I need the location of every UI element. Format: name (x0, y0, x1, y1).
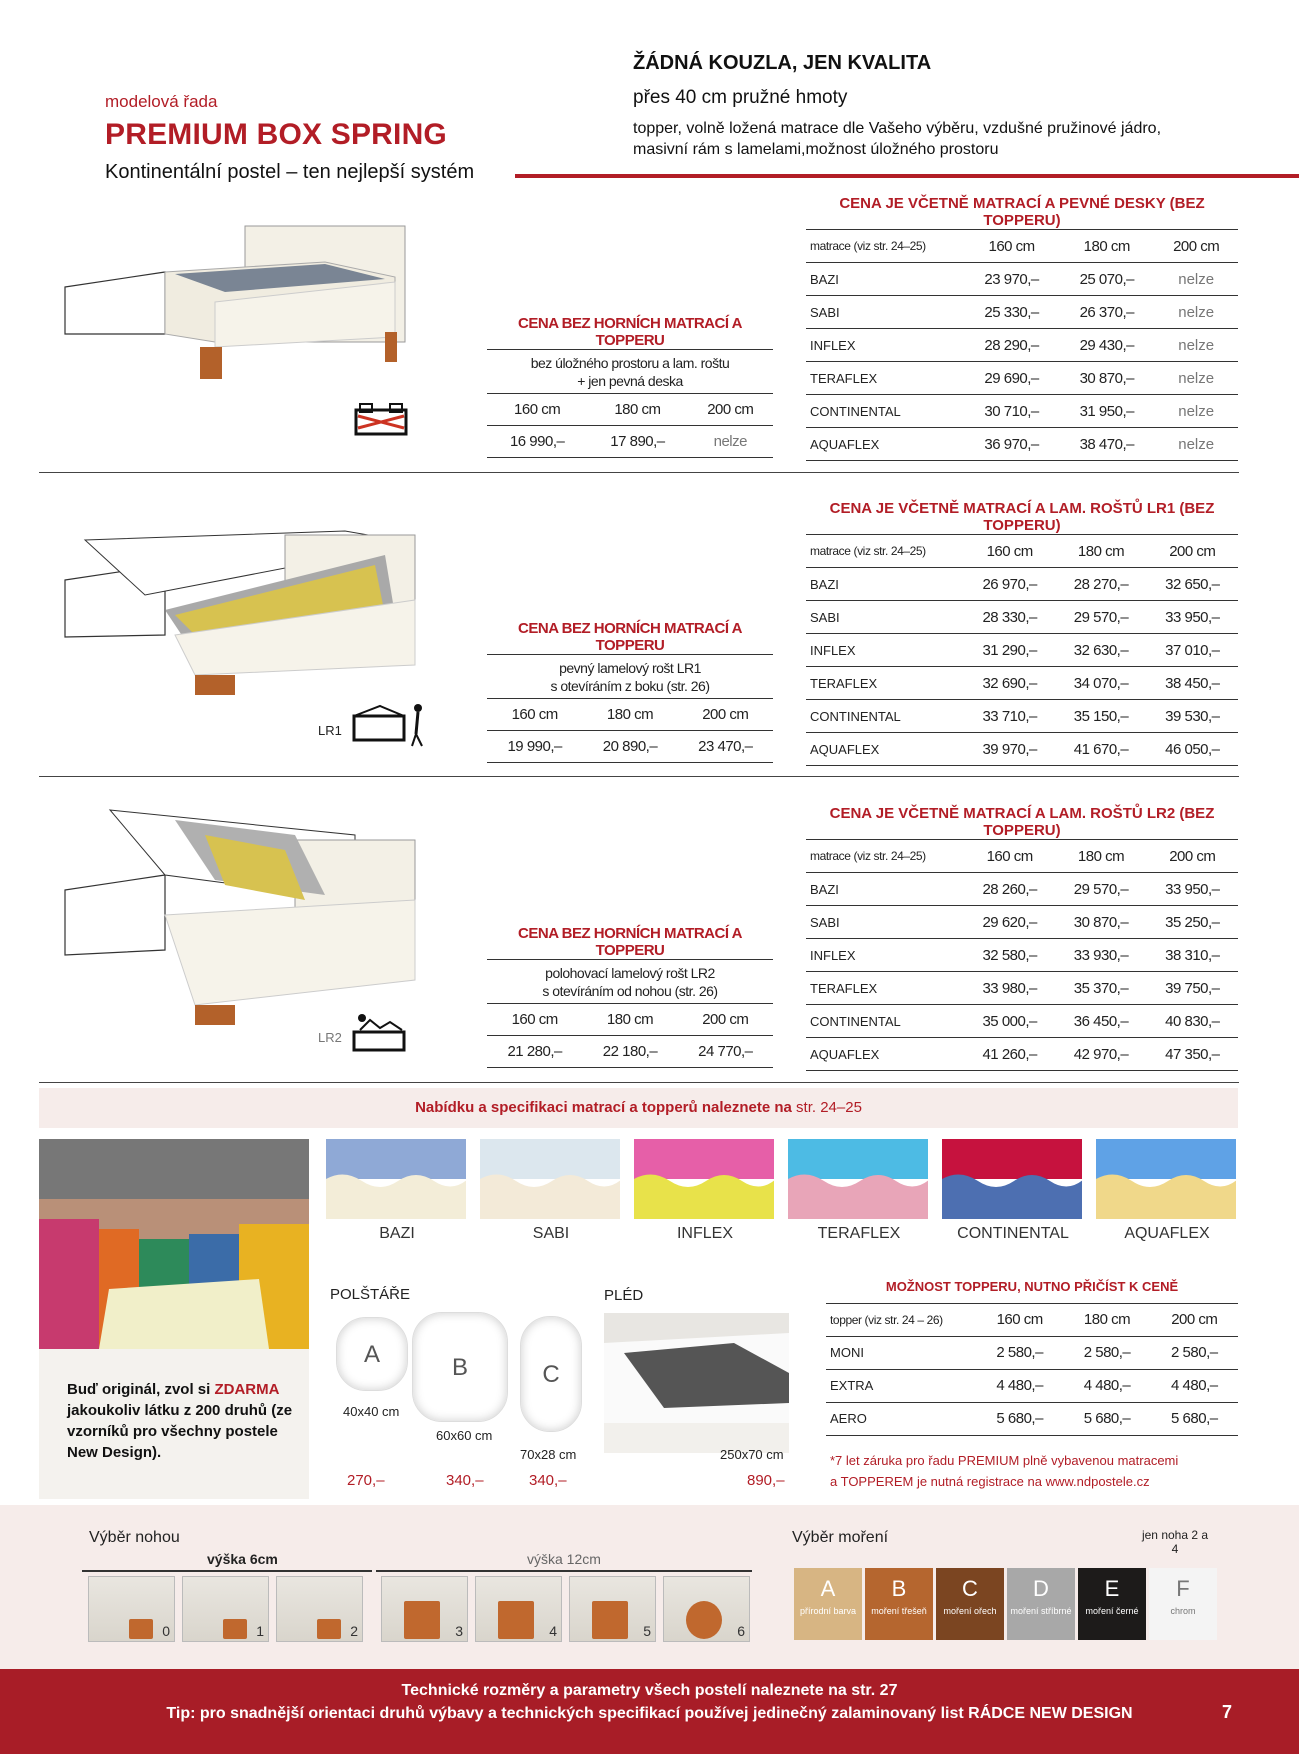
topper-name: EXTRA (826, 1369, 976, 1402)
stain-option[interactable] (1149, 1568, 1217, 1640)
price-cell: 35 370,– (1055, 972, 1146, 1005)
leg-foot (129, 1619, 153, 1639)
section-divider (39, 776, 1239, 777)
pled-label: PLÉD (604, 1287, 644, 1304)
price-cell: 40 830,– (1147, 1005, 1238, 1038)
price-head: 180 cm (1059, 230, 1154, 263)
topper-head: topper (viz str. 24 – 26) (826, 1303, 976, 1336)
price-cell: 32 690,– (964, 667, 1055, 700)
base-price-cell: 24 770,– (678, 1036, 773, 1068)
price-cell: 33 930,– (1055, 939, 1146, 972)
lr1-label: LR1 (318, 723, 342, 738)
price-cell: nelze (1154, 362, 1238, 395)
price-cell: 32 580,– (964, 939, 1055, 972)
leg-option[interactable] (88, 1576, 175, 1642)
topper-head: 200 cm (1151, 1303, 1238, 1336)
price-table (806, 195, 1238, 461)
claim-heading: ŽÁDNÁ KOUZLA, JEN KVALITA (633, 52, 932, 74)
base-desc-1: bez úložného prostoru a lam. roštu (530, 354, 730, 371)
bed-lr2-image (55, 805, 435, 1035)
price-table (806, 500, 1238, 766)
base-price-table (487, 620, 773, 763)
price-cell: 29 430,– (1059, 329, 1154, 362)
base-price-cell: 23 470,– (678, 731, 773, 763)
price-cell: 26 370,– (1059, 296, 1154, 329)
mattress-name: CONTINENTAL (806, 1005, 964, 1038)
price-cell: 36 450,– (1055, 1005, 1146, 1038)
price-cell: 30 870,– (1055, 906, 1146, 939)
leg-number: 5 (643, 1623, 651, 1639)
stain-name: moření černé (1085, 1606, 1139, 1616)
price-cell: 28 290,– (964, 329, 1059, 362)
price-cell: 38 310,– (1147, 939, 1238, 972)
fabric-samples-image (39, 1139, 309, 1349)
mattress-name: SABI (806, 601, 964, 634)
pillow-a-price: 270,– (347, 1472, 385, 1489)
price-table-title: CENA JE VČETNĚ MATRACÍ A LAM. ROŠTŮ LR2 (BEZ TOPPERU) (806, 805, 1238, 840)
leg-option[interactable] (569, 1576, 656, 1642)
base-price-table (487, 925, 773, 1068)
price-cell: 33 980,– (964, 972, 1055, 1005)
leg-option[interactable] (663, 1576, 750, 1642)
base-size-head: 200 cm (678, 699, 773, 731)
price-cell: 26 970,– (964, 568, 1055, 601)
mattress-label: TERAFLEX (817, 1225, 901, 1242)
topper-head: 160 cm (976, 1303, 1063, 1336)
pillow-a: A (336, 1317, 408, 1391)
leg-foot (404, 1601, 440, 1639)
base-desc-2: s otevíráním z boku (str. 26) (550, 677, 710, 694)
price-cell: nelze (1154, 329, 1238, 362)
base-price-cell: 16 990,– (487, 426, 587, 458)
topper-price: 4 480,– (1063, 1369, 1150, 1402)
topper-price: 5 680,– (1063, 1402, 1150, 1435)
price-cell: nelze (1154, 428, 1238, 461)
price-head: 160 cm (964, 230, 1059, 263)
base-price-cell: 19 990,– (487, 731, 582, 763)
leg-option[interactable] (182, 1576, 269, 1642)
price-cell: 25 330,– (964, 296, 1059, 329)
series-label: modelová řada (105, 92, 218, 111)
header-rule (515, 174, 1299, 178)
price-cell: 30 710,– (964, 395, 1059, 428)
price-cell: 31 290,– (964, 634, 1055, 667)
base-price-title: CENA BEZ HORNÍCH MATRACÍ A TOPPERU (487, 925, 773, 960)
price-cell: nelze (1154, 395, 1238, 428)
stain-option[interactable] (1078, 1568, 1146, 1640)
fabric-text-a: Buď originál, zvol si (67, 1381, 215, 1398)
price-cell: 46 050,– (1147, 733, 1238, 766)
base-price-cell: 20 890,– (582, 731, 677, 763)
base-price-desc (487, 655, 773, 699)
base-size-head: 160 cm (487, 699, 582, 731)
price-cell: 28 270,– (1055, 568, 1146, 601)
base-desc-2: s otevíráním od nohou (str. 26) (542, 982, 718, 999)
page-subtitle: Kontinentální postel – ten nejlepší systém (105, 161, 475, 183)
stains-note: jen noha 2 a 4 (1141, 1528, 1209, 1556)
stain-name: chrom (1170, 1606, 1196, 1616)
base-desc-2: + jen pevná deska (577, 372, 683, 389)
bed-side-lift-icon (350, 702, 430, 748)
price-cell: 39 970,– (964, 733, 1055, 766)
topper-name: AERO (826, 1402, 976, 1435)
stain-letter: A (820, 1576, 836, 1601)
mattress-name: TERAFLEX (806, 972, 964, 1005)
topper-title: MOŽNOST TOPPERU, NUTNO PŘIČÍST K CENĚ (826, 1270, 1238, 1303)
price-head: 180 cm (1055, 535, 1146, 568)
mattress-label: BAZI (379, 1225, 415, 1242)
price-cell: 29 690,– (964, 362, 1059, 395)
stain-letter: C (962, 1576, 978, 1601)
price-cell: 38 450,– (1147, 667, 1238, 700)
mattress-name: TERAFLEX (806, 362, 964, 395)
price-cell: 39 530,– (1147, 700, 1238, 733)
price-head: 200 cm (1147, 535, 1238, 568)
pillow-b-price: 340,– (446, 1472, 484, 1489)
mattress-name: TERAFLEX (806, 667, 964, 700)
leg-number: 1 (256, 1623, 264, 1639)
mattress-image (480, 1139, 620, 1219)
mattress-name: CONTINENTAL (806, 700, 964, 733)
mattress-name: SABI (806, 906, 964, 939)
leg-foot (686, 1601, 722, 1639)
claim-sub: přes 40 cm pružné hmoty (633, 87, 848, 108)
claim-desc-2: masivní rám s lamelami,možnost úložného prostoru (633, 141, 999, 158)
topper-price: 2 580,– (976, 1336, 1063, 1369)
base-size-head: 160 cm (487, 1004, 582, 1036)
mattress-image (1096, 1139, 1236, 1219)
mattress-label: SABI (532, 1225, 570, 1242)
price-head: 200 cm (1154, 230, 1238, 263)
legs-title: Výběr nohou (89, 1529, 180, 1546)
price-cell: 29 570,– (1055, 873, 1146, 906)
mattress-name: INFLEX (806, 939, 964, 972)
price-head: matrace (viz str. 24–25) (806, 230, 964, 263)
pillow-b-size: 60x60 cm (436, 1428, 493, 1443)
band-page: str. 24–25 (796, 1099, 862, 1116)
warranty-note-1: *7 let záruka pro řadu PREMIUM plně vybavenou matracemi (830, 1453, 1179, 1468)
stain-option[interactable] (794, 1568, 862, 1640)
price-head: 160 cm (964, 840, 1055, 873)
base-desc-1: pevný lamelový rošt LR1 (559, 659, 701, 676)
pled-price: 890,– (747, 1472, 785, 1489)
pled-image (604, 1313, 789, 1453)
mattress-label: CONTINENTAL (957, 1225, 1069, 1242)
legs-group1-bracket (82, 1570, 372, 1572)
warranty-note-2: a TOPPEREM je nutná registrace na www.ndpostele.cz (830, 1474, 1150, 1489)
mattress-label: AQUAFLEX (1124, 1225, 1210, 1242)
band-text: Nabídku a specifikaci matrací a topperů naleznete na (415, 1099, 797, 1116)
price-cell: 35 000,– (964, 1005, 1055, 1038)
mattress-name: AQUAFLEX (806, 1038, 964, 1071)
base-price-table (487, 315, 773, 458)
stain-name: moření ořech (943, 1606, 997, 1616)
legs-group2: výška 12cm (527, 1551, 601, 1567)
price-cell: 37 010,– (1147, 634, 1238, 667)
base-price-desc (487, 960, 773, 1004)
price-cell: 39 750,– (1147, 972, 1238, 1005)
topper-price: 4 480,– (976, 1369, 1063, 1402)
topper-price: 5 680,– (976, 1402, 1063, 1435)
topper-name: MONI (826, 1336, 976, 1369)
price-cell: 41 260,– (964, 1038, 1055, 1071)
price-cell: 33 950,– (1147, 601, 1238, 634)
base-price-cell: 22 180,– (582, 1036, 677, 1068)
section-divider (39, 472, 1239, 473)
price-cell: 35 150,– (1055, 700, 1146, 733)
mattress-name: INFLEX (806, 634, 964, 667)
stains-title: Výběr moření (792, 1529, 889, 1546)
stain-letter: F (1176, 1576, 1190, 1601)
base-price-cell: nelze (688, 426, 773, 458)
stain-letter: D (1033, 1576, 1049, 1601)
base-size-head: 180 cm (582, 1004, 677, 1036)
page-number: 7 (1222, 1702, 1233, 1722)
base-size-head: 160 cm (487, 394, 587, 426)
price-head: 200 cm (1147, 840, 1238, 873)
leg-number: 0 (162, 1623, 170, 1639)
price-cell: 38 470,– (1059, 428, 1154, 461)
price-cell: 25 070,– (1059, 263, 1154, 296)
claim-desc-1: topper, volně ložená matrace dle Vašeho výběru, vzdušné pružinové jádro, (633, 120, 1162, 137)
price-cell: 28 330,– (964, 601, 1055, 634)
price-cell: 32 630,– (1055, 634, 1146, 667)
base-price-desc (487, 350, 773, 394)
leg-option[interactable] (276, 1576, 363, 1642)
bed-no-storage-icon (352, 398, 410, 440)
leg-foot (317, 1619, 341, 1639)
base-price-title: CENA BEZ HORNÍCH MATRACÍ A TOPPERU (487, 620, 773, 655)
leg-foot (592, 1601, 628, 1639)
topper-price: 5 680,– (1151, 1402, 1238, 1435)
stain-letter: E (1104, 1576, 1120, 1601)
mattress-name: INFLEX (806, 329, 964, 362)
bed-adjustable-icon (350, 1012, 412, 1054)
topper-price: 2 580,– (1151, 1336, 1238, 1369)
pillow-a-size: 40x40 cm (343, 1404, 400, 1419)
base-size-head: 200 cm (688, 394, 773, 426)
stain-option[interactable] (865, 1568, 933, 1640)
price-cell: 30 870,– (1059, 362, 1154, 395)
price-cell: 35 250,– (1147, 906, 1238, 939)
pillow-c-price: 340,– (529, 1472, 567, 1489)
fabric-text-free: ZDARMA (214, 1381, 279, 1398)
fabric-note (67, 1379, 297, 1463)
base-size-head: 180 cm (582, 699, 677, 731)
mattress-name: BAZI (806, 873, 964, 906)
price-cell: 33 710,– (964, 700, 1055, 733)
page-title: PREMIUM BOX SPRING (105, 118, 447, 151)
topper-head: 180 cm (1063, 1303, 1150, 1336)
base-desc-1: polohovací lamelový rošt LR2 (545, 964, 715, 981)
price-cell: 29 620,– (964, 906, 1055, 939)
mattress-image (788, 1139, 928, 1219)
price-table (806, 805, 1238, 1071)
leg-number: 2 (350, 1623, 358, 1639)
mattress-info-band (39, 1088, 1238, 1128)
bed-basic-image (55, 222, 415, 422)
legs-group1: výška 6cm (207, 1551, 278, 1567)
price-cell: 36 970,– (964, 428, 1059, 461)
mattress-image (634, 1139, 774, 1219)
base-price-cell: 17 890,– (587, 426, 687, 458)
leg-number: 4 (549, 1623, 557, 1639)
stain-letter: B (891, 1576, 907, 1601)
price-cell: 32 650,– (1147, 568, 1238, 601)
base-size-head: 180 cm (587, 394, 687, 426)
leg-foot (498, 1601, 534, 1639)
stain-option[interactable] (936, 1568, 1004, 1640)
pillow-b: B (412, 1312, 508, 1422)
legs-group2-bracket (376, 1570, 752, 1572)
base-price-cell: 21 280,– (487, 1036, 582, 1068)
topper-price: 2 580,– (1063, 1336, 1150, 1369)
stain-name: moření stříbrné (1010, 1606, 1072, 1616)
mattress-image (942, 1139, 1082, 1219)
fabric-text-b: jakoukoliv látku z 200 druhů (ze vzorníků pro všechny postele New Design). (67, 1402, 293, 1461)
base-size-head: 200 cm (678, 1004, 773, 1036)
mattress-name: BAZI (806, 263, 964, 296)
mattress-name: AQUAFLEX (806, 733, 964, 766)
lr2-label: LR2 (318, 1030, 342, 1045)
leg-foot (223, 1619, 247, 1639)
leg-option[interactable] (475, 1576, 562, 1642)
price-cell: 33 950,– (1147, 873, 1238, 906)
price-head: 180 cm (1055, 840, 1146, 873)
price-cell: 23 970,– (964, 263, 1059, 296)
price-cell: 47 350,– (1147, 1038, 1238, 1071)
leg-number: 3 (455, 1623, 463, 1639)
pillow-c: C (520, 1316, 582, 1432)
pled-size: 250x70 cm (720, 1447, 784, 1462)
mattress-name: AQUAFLEX (806, 428, 964, 461)
topper-price: 4 480,– (1151, 1369, 1238, 1402)
stain-name: přírodní barva (799, 1606, 857, 1616)
fabric-panel (39, 1139, 309, 1499)
price-cell: 29 570,– (1055, 601, 1146, 634)
topper-table (826, 1270, 1238, 1436)
price-head: matrace (viz str. 24–25) (806, 840, 964, 873)
price-cell: 42 970,– (1055, 1038, 1146, 1071)
price-cell: nelze (1154, 263, 1238, 296)
pillow-c-size: 70x28 cm (520, 1447, 577, 1462)
price-cell: 28 260,– (964, 873, 1055, 906)
mattress-name: BAZI (806, 568, 964, 601)
price-table-title: CENA JE VČETNĚ MATRACÍ A PEVNÉ DESKY (BEZ TOPPERU) (806, 195, 1238, 230)
footer-line2: Tip: pro snadnější orientaci druhů výbavy a technických specifikací používej jedinečný zalaminovaný list RÁDCE NEW DESIGN (166, 1705, 1133, 1722)
price-head: matrace (viz str. 24–25) (806, 535, 964, 568)
base-price-title: CENA BEZ HORNÍCH MATRACÍ A TOPPERU (487, 315, 773, 350)
price-head: 160 cm (964, 535, 1055, 568)
price-cell: 34 070,– (1055, 667, 1146, 700)
price-cell: nelze (1154, 296, 1238, 329)
mattress-name: SABI (806, 296, 964, 329)
price-cell: 41 670,– (1055, 733, 1146, 766)
leg-option[interactable] (381, 1576, 468, 1642)
stain-name: moření třešeň (871, 1606, 927, 1616)
mattress-image (326, 1139, 466, 1219)
leg-number: 6 (737, 1623, 745, 1639)
bed-lr1-image (55, 525, 435, 725)
mattress-name: CONTINENTAL (806, 395, 964, 428)
price-table-title: CENA JE VČETNĚ MATRACÍ A LAM. ROŠTŮ LR1 (BEZ TOPPERU) (806, 500, 1238, 535)
price-cell: 31 950,– (1059, 395, 1154, 428)
section-divider (39, 1082, 1239, 1083)
mattress-label: INFLEX (676, 1225, 733, 1242)
pillows-label: POLŠTÁŘE (330, 1286, 411, 1303)
stain-option[interactable] (1007, 1568, 1075, 1640)
footer (0, 1669, 1299, 1754)
footer-line1: Technické rozměry a parametry všech postelí naleznete na str. 27 (401, 1682, 898, 1699)
